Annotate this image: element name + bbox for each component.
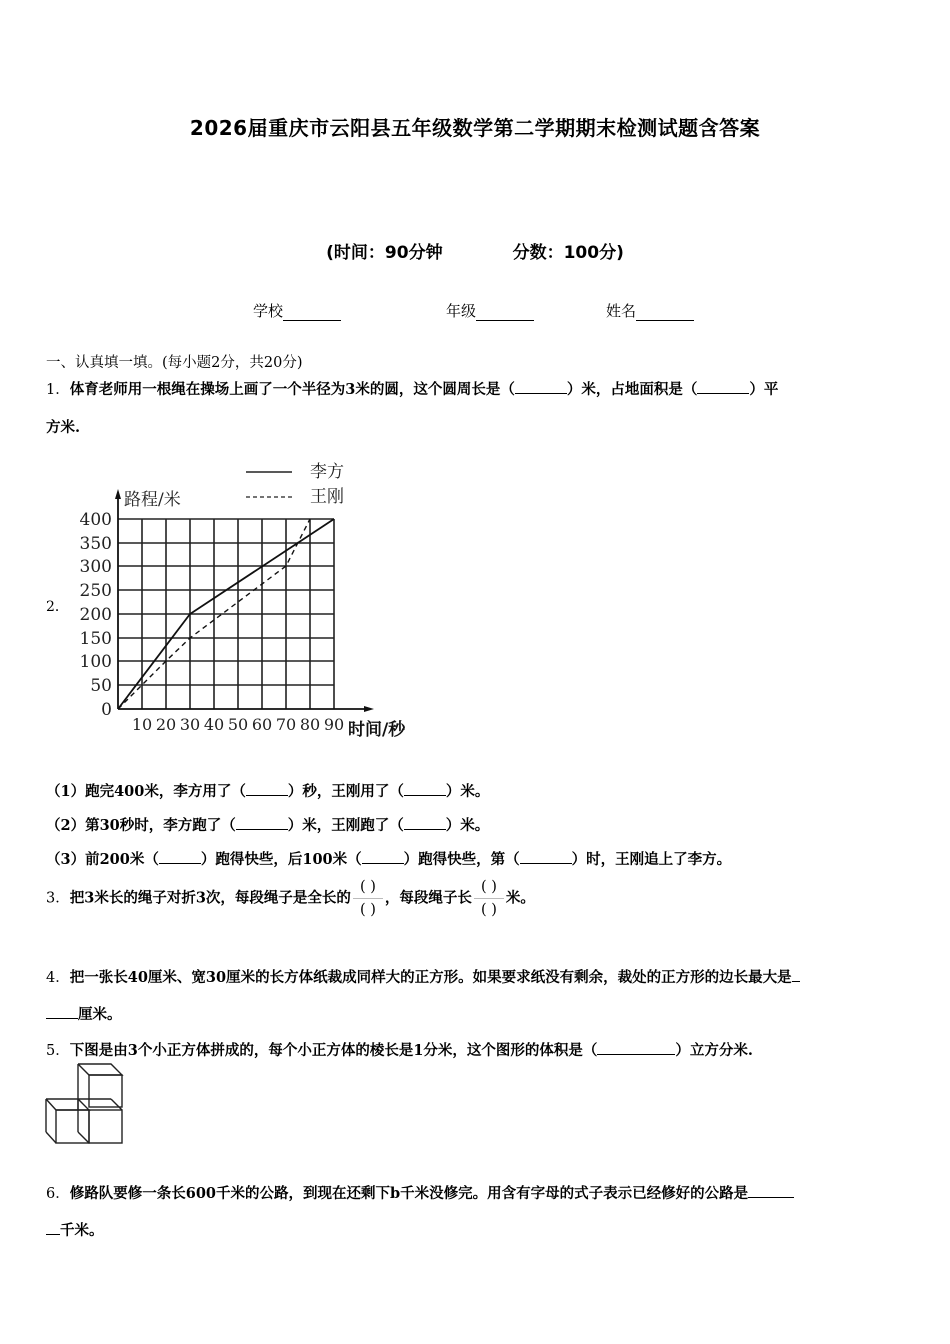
question-number: 6． xyxy=(46,1186,70,1202)
school-label: 学校 xyxy=(253,302,284,320)
svg-text:300: 300 xyxy=(79,557,112,577)
question-1-line1 xyxy=(46,378,778,399)
exam-meta xyxy=(0,238,950,263)
q1-text-c: ）平 xyxy=(749,381,779,398)
q6-text-b: 千米。 xyxy=(60,1222,104,1239)
question-number: 5． xyxy=(46,1043,70,1059)
question-2-sub1 xyxy=(46,780,489,801)
time-label: (时间：90分钟 xyxy=(326,243,443,263)
q4-text-b: 厘米。 xyxy=(78,1006,122,1023)
q2-sub3-text-d: ）时，王刚追上了李方。 xyxy=(571,851,732,868)
q2-sub3-blank-2[interactable] xyxy=(362,849,404,864)
question-number: 3． xyxy=(46,890,70,907)
numerator-blank: ( ) xyxy=(480,879,497,895)
svg-text:30: 30 xyxy=(179,715,201,734)
q2-sub1-text-a: （1）跑完400米，李方用了（ xyxy=(46,783,246,800)
q3-text-a: 把3米长的绳子对折3次，每段绳子是全长的 xyxy=(69,889,351,907)
q2-sub1-blank-1[interactable] xyxy=(246,781,288,796)
numerator-blank: ( ) xyxy=(359,879,376,895)
y-tick-labels xyxy=(80,510,112,720)
grade-field[interactable] xyxy=(446,300,534,321)
svg-text:100: 100 xyxy=(79,652,112,672)
grade-blank[interactable] xyxy=(476,306,534,321)
q4-text-a: 把一张长40厘米、宽30厘米的长方体纸裁成同样大的正方形。如果要求纸没有剩余，裁处的正方形的边长最大是 xyxy=(69,969,792,986)
school-blank[interactable] xyxy=(283,306,341,321)
svg-text:0: 0 xyxy=(101,700,112,720)
question-number: 1． xyxy=(46,382,70,398)
q4-blank-part1[interactable] xyxy=(792,967,800,982)
q3-text-c: 米。 xyxy=(505,889,535,907)
line-chart-svg xyxy=(40,455,440,745)
svg-text:350: 350 xyxy=(79,534,112,554)
q2-sub2-text-b: ）米，王刚跑了（ xyxy=(287,817,404,834)
question-number: 4． xyxy=(46,970,70,986)
name-field[interactable] xyxy=(606,300,694,321)
x-axis-arrow-icon xyxy=(364,706,374,712)
chart-grid xyxy=(118,519,334,709)
question-2-sub3 xyxy=(46,848,731,869)
svg-text:250: 250 xyxy=(79,581,112,601)
q2-sub2-blank-2[interactable] xyxy=(404,815,446,830)
y-axis-arrow-icon xyxy=(115,489,121,499)
fraction-blank-1[interactable] xyxy=(353,876,383,921)
svg-text:40: 40 xyxy=(203,715,225,734)
question-2-sub2 xyxy=(46,814,489,835)
x-axis-label: 时间/秒 xyxy=(348,720,406,740)
x-tick-labels xyxy=(132,715,344,734)
q2-sub3-blank-3[interactable] xyxy=(520,849,572,864)
question-6-line2 xyxy=(46,1219,104,1240)
denominator-blank: ( ) xyxy=(480,902,497,918)
q2-sub3-text-c: ）跑得快些，第（ xyxy=(403,851,520,868)
cubes-figure xyxy=(40,1062,130,1152)
q2-sub1-text-b: ）秒，王刚用了（ xyxy=(287,783,404,800)
three-cubes-icon xyxy=(40,1062,130,1152)
svg-text:150: 150 xyxy=(79,629,112,649)
score-label: 分数：100分) xyxy=(512,243,624,263)
y-axis-label: 路程/米 xyxy=(124,490,181,510)
chart-axes xyxy=(118,495,368,709)
page-title: 2026届重庆市云阳县五年级数学第二学期期末检测试题含答案 xyxy=(189,116,761,140)
q6-text-a: 修路队要修一条长600千米的公路，到现在还剩下b千米没修完。用含有字母的式子表示已经修好的公路是 xyxy=(69,1185,749,1202)
q4-blank-part2[interactable] xyxy=(46,1004,78,1019)
svg-text:90: 90 xyxy=(323,715,345,734)
q2-sub2-text-c: ）米。 xyxy=(445,817,490,834)
svg-text:50: 50 xyxy=(90,676,112,696)
svg-text:70: 70 xyxy=(275,715,297,734)
question-6-line1 xyxy=(46,1182,794,1203)
svg-text:李方: 李方 xyxy=(310,462,344,482)
name-blank[interactable] xyxy=(636,306,694,321)
grade-label: 年级 xyxy=(446,302,477,320)
question-1-line2: 方米. xyxy=(46,419,81,436)
fraction-blank-2[interactable] xyxy=(474,876,504,921)
name-label: 姓名 xyxy=(606,302,637,320)
q1-blank-2[interactable] xyxy=(697,379,749,394)
q2-sub1-text-c: ）米。 xyxy=(445,783,490,800)
svg-text:60: 60 xyxy=(251,715,273,734)
svg-text:20: 20 xyxy=(155,715,177,734)
question-3 xyxy=(46,876,535,921)
q2-sub3-blank-1[interactable] xyxy=(159,849,201,864)
question-4-line2 xyxy=(46,1003,122,1024)
section-heading: 一、认真填一填。(每小题2分，共20分) xyxy=(46,355,303,371)
q3-text-b: ，每段绳子长 xyxy=(384,889,472,907)
q2-sub3-text-b: ）跑得快些，后100米（ xyxy=(200,851,362,868)
denominator-blank: ( ) xyxy=(359,902,376,918)
q6-blank-part2[interactable] xyxy=(46,1220,60,1235)
q5-text-b: ）立方分米. xyxy=(675,1042,753,1059)
q5-text-a: 下图是由3个小正方体拼成的，每个小正方体的棱长是1分米，这个图形的体积是（ xyxy=(69,1042,598,1059)
q1-blank-1[interactable] xyxy=(515,379,567,394)
q5-blank[interactable] xyxy=(597,1040,675,1055)
chart-legend xyxy=(246,462,344,507)
q2-sub1-blank-2[interactable] xyxy=(404,781,446,796)
svg-text:50: 50 xyxy=(227,715,249,734)
svg-text:400: 400 xyxy=(79,510,112,530)
q1-text-a: 体育老师用一根绳在操场上画了一个半径为3米的圆，这个圆周长是（ xyxy=(69,381,515,398)
q2-sub3-text-a: （3）前200米（ xyxy=(46,851,159,868)
svg-text:王刚: 王刚 xyxy=(310,487,344,507)
question-4-line1 xyxy=(46,966,800,987)
svg-text:10: 10 xyxy=(131,715,153,734)
question-5 xyxy=(46,1039,753,1060)
school-field[interactable] xyxy=(253,300,341,321)
distance-time-chart xyxy=(40,455,440,745)
q2-sub2-text-a: （2）第30秒时，李方跑了（ xyxy=(46,817,236,834)
q1-text-b: ）米，占地面积是（ xyxy=(566,381,698,398)
svg-text:200: 200 xyxy=(79,605,112,625)
q2-sub2-blank-1[interactable] xyxy=(236,815,288,830)
svg-text:80: 80 xyxy=(299,715,321,734)
q6-blank-part1[interactable] xyxy=(748,1183,794,1198)
question-2-number: 2． xyxy=(46,599,69,615)
